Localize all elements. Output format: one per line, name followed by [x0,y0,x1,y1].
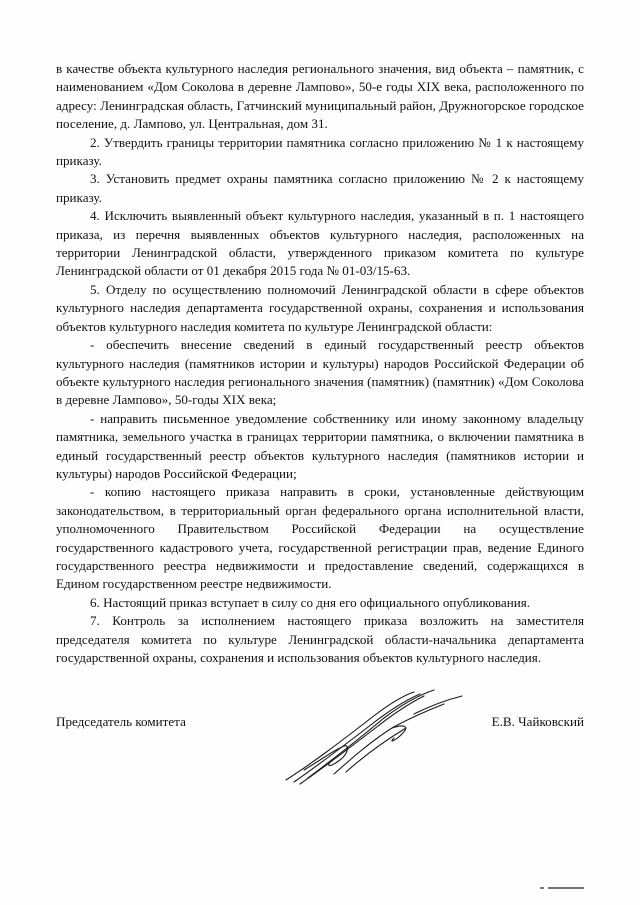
paragraph-object-description: в качестве объекта культурного наследия регионального значения, вид объекта – памятник, с наименованием «Дом Соколова в деревне Лампово», 50-е годы XIX века, расположенного по адресу: Ленинградская область, Гатчинский муниципальный район, Дружногорское городское поселение, д. Лампово, ул. Центральная, дом 31. [56,61,584,132]
paragraph-item-3: 3. Установить предмет охраны памятника согласно приложению № 2 к настоящему приказу. [56,171,584,205]
footer-line-mark [540,884,584,892]
paragraph-item-5-sub-1: - обеспечить внесение сведений в единый государственный реестр объектов культурного наследия (памятников истории и культуры) народов Российской Федерации об объекте культурного наследия регионального значения (памятник) (памятник) «Дом Соколова в деревне Лампово», 50-годы XIX века; [56,337,584,408]
paragraph-item-4: 4. Исключить выявленный объект культурного наследия, указанный в п. 1 настоящего приказа, из перечня выявленных объектов культурного наследия, расположенных на территории Ленинградской области, утвержденного приказом комитета по культуре Ленинградской области от 01 декабря 2015 года № 01-03/15-63. [56,208,584,279]
signatory-name: Е.В. Чайковский [491,714,584,729]
signature-block [56,710,584,800]
handwritten-signature [274,684,474,794]
document-body [56,60,584,667]
paragraph-item-5-sub-2: - направить письменное уведомление собственнику или иному законному владельцу памятника, земельного участка в границах территории памятника, о включении памятника в единый государственный реестр объектов культурного наследия (памятников истории и культуры) народов Российской Федерации; [56,410,584,481]
signatory-title: Председатель комитета [56,714,186,729]
paragraph-item-2: 2. Утвердить границы территории памятника согласно приложению № 1 к настоящему приказу. [56,134,584,169]
paragraph-item-6: 6. Настоящий приказ вступает в силу со дня его официального опубликования. [90,594,531,610]
paragraph-item-7: 7. Контроль за исполнением настоящего приказа возложить на заместителя председателя комитета по культуре Ленинградской области-начальника департамента государственной охраны, сохранения и использования объектов культурного наследия. [56,613,584,665]
paragraph-item-5: 5. Отделу по осуществлению полномочий Ленинградской области в сфере объектов культурного наследия департамента государственной охраны, сохранения и использования объектов культурного наследия комитета по культуре Ленинградской области: [56,281,584,334]
paragraph-item-5-sub-3: - копию настоящего приказа направить в сроки, установленные действующим законодательством, в территориальный орган федерального органа исполнительной власти, уполномоченного Правительством Российской Федерации на осуществление государственного кадастрового учета, государственной регистрации прав, ведение Единого государственного реестра недвижимости и предоставление сведений, содержащихся в Едином государственном реестре недвижимости. [56,484,584,592]
